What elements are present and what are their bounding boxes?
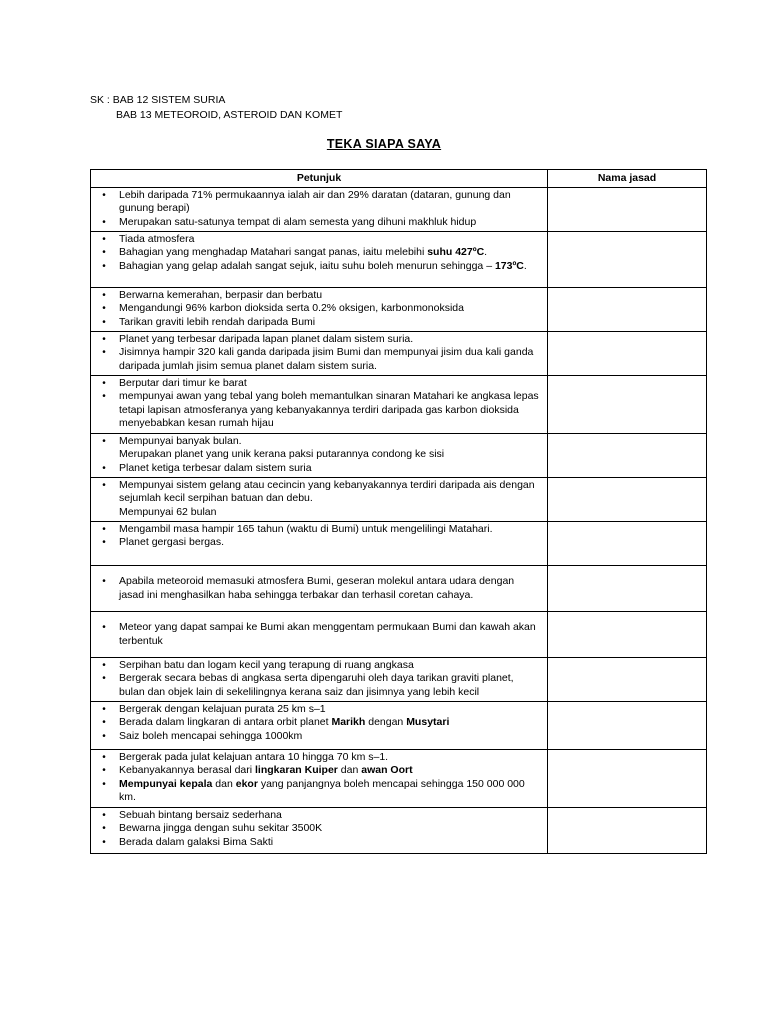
- clue-point: • Tiada atmosfera: [95, 233, 541, 246]
- clue-cell: [91, 612, 548, 658]
- clue-cell: [91, 566, 548, 612]
- table-row: [91, 566, 707, 612]
- clue-point: • Lebih daripada 71% permukaannya ialah air dan 29% daratan (dataran, gunung dan gunung berapi): [95, 189, 541, 216]
- column-header-clue: Petunjuk: [91, 170, 548, 188]
- answer-cell[interactable]: [548, 566, 707, 612]
- clue-list: [95, 333, 541, 373]
- table-header-row: [91, 170, 707, 188]
- clue-point: • mempunyai awan yang tebal yang boleh memantulkan sinaran Matahari ke angkasa lepas tetapi lapisan atmosferanya yang kebanyakannya terdiri daripada gas karbon dioksida menyebabkan kesan rumah hijau: [95, 390, 541, 430]
- bullet-icon: •: [102, 347, 106, 359]
- table-row: [91, 808, 707, 854]
- answer-cell[interactable]: [548, 658, 707, 702]
- table-row: [91, 478, 707, 522]
- clue-point: • Tarikan graviti lebih rendah daripada Bumi: [95, 316, 541, 329]
- clue-point: • Mengandungi 96% karbon dioksida serta 0.2% oksigen, karbonmonoksida: [95, 302, 541, 315]
- clue-point: • Bewarna jingga dengan suhu sekitar 3500K: [95, 822, 541, 835]
- answer-cell[interactable]: [548, 332, 707, 376]
- bullet-icon: •: [102, 673, 106, 685]
- clue-list: [95, 479, 541, 506]
- clue-list: [95, 523, 541, 550]
- clue-point: • Bahagian yang gelap adalah sangat sejuk, iaitu suhu boleh menurun sehingga – 173ºC.: [95, 260, 541, 273]
- clue-point: • Berwarna kemerahan, berpasir dan berbatu: [95, 289, 541, 302]
- table-row: [91, 702, 707, 750]
- quiz-table: [90, 169, 707, 854]
- bullet-icon: •: [102, 234, 106, 245]
- table-row: [91, 612, 707, 658]
- clue-point: • Planet ketiga terbesar dalam sistem suria: [95, 462, 541, 475]
- clue-cell: [91, 434, 548, 478]
- header-line-2: BAB 13 METEOROID, ASTEROID DAN KOMET: [116, 109, 343, 121]
- clue-cell: [91, 232, 548, 288]
- bullet-icon: •: [102, 717, 106, 729]
- bullet-icon: •: [102, 247, 106, 259]
- clue-cell: [91, 332, 548, 376]
- bullet-icon: •: [102, 290, 106, 301]
- clue-point: • Planet gergasi bergas.: [95, 536, 541, 549]
- clue-cell: [91, 750, 548, 808]
- table-body: [91, 188, 707, 854]
- bullet-icon: •: [102, 622, 106, 634]
- answer-cell[interactable]: [548, 288, 707, 332]
- clue-point: • Bergerak dengan kelajuan purata 25 km s–1: [95, 703, 541, 716]
- clue-cell: [91, 702, 548, 750]
- clue-list: [95, 621, 541, 648]
- clue-point: • Bergerak pada julat kelajuan antara 10 hingga 70 km s–1.: [95, 751, 541, 764]
- clue-point: • Kebanyakannya berasal dari lingkaran Kuiper dan awan Oort: [95, 764, 541, 777]
- clue-point: • Berputar dari timur ke barat: [95, 377, 541, 390]
- answer-cell[interactable]: [548, 522, 707, 566]
- bullet-icon: •: [102, 391, 106, 403]
- clue-list: [95, 659, 541, 699]
- bullet-icon: •: [102, 216, 106, 228]
- clue-point: • Serpihan batu dan logam kecil yang terapung di ruang angkasa: [95, 659, 541, 672]
- table-row: [91, 376, 707, 434]
- bullet-icon: •: [102, 316, 106, 328]
- bullet-icon: •: [102, 537, 106, 549]
- clue-cell: [91, 188, 548, 232]
- table-row: [91, 750, 707, 808]
- clue-cell: [91, 478, 548, 522]
- clue-point: • Berada dalam lingkaran di antara orbit planet Marikh dengan Musytari: [95, 716, 541, 729]
- clue-point: • Mempunyai kepala dan ekor yang panjangnya boleh mencapai sehingga 150 000 000 km.: [95, 778, 541, 805]
- table-row: [91, 658, 707, 702]
- answer-cell[interactable]: [548, 376, 707, 434]
- header-line-1: SK : BAB 12 SISTEM SURIA: [90, 94, 226, 106]
- clue-point: • Meteor yang dapat sampai ke Bumi akan menggentam permukaan Bumi dan kawah akan terbentuk: [95, 621, 541, 648]
- clue-continuation: Merupakan planet yang unik kerana paksi putarannya condong ke sisi: [119, 448, 445, 461]
- bullet-icon: •: [102, 730, 106, 742]
- table-row: [91, 232, 707, 288]
- clue-list: [95, 435, 541, 448]
- clue-list: [95, 377, 541, 430]
- clue-point: • Mempunyai banyak bulan.: [95, 435, 541, 448]
- column-header-answer: Nama jasad: [548, 170, 707, 188]
- clue-point: • Bahagian yang menghadap Matahari sangat panas, iaitu melebihi suhu 427ºC.: [95, 246, 541, 259]
- bullet-icon: •: [102, 190, 106, 201]
- bullet-icon: •: [102, 836, 106, 848]
- bullet-icon: •: [102, 462, 106, 474]
- clue-point: • Mempunyai sistem gelang atau cecincin yang kebanyakannya terdiri daripada ais dengan sejumlah kecil serpihan batuan dan debu.: [95, 479, 541, 506]
- answer-cell[interactable]: [548, 478, 707, 522]
- document-header: [90, 93, 342, 123]
- clue-list: [95, 703, 541, 743]
- bullet-icon: •: [102, 480, 106, 491]
- bullet-icon: •: [102, 334, 106, 345]
- clue-continuation: Mempunyai 62 bulan: [119, 505, 217, 518]
- bullet-icon: •: [102, 752, 106, 763]
- clue-point: • Berada dalam galaksi Bima Sakti: [95, 836, 541, 849]
- clue-list: [95, 289, 541, 329]
- table-row: [91, 434, 707, 478]
- clue-list: [95, 809, 541, 849]
- clue-list: [95, 233, 541, 273]
- clue-point: • Apabila meteoroid memasuki atmosfera Bumi, geseran molekul antara udara dengan jasad ini menghasilkan haba sehingga terbakar dan terhasil coretan cahaya.: [95, 575, 541, 602]
- bullet-icon: •: [102, 378, 106, 389]
- bullet-icon: •: [102, 810, 106, 821]
- bullet-icon: •: [102, 704, 106, 715]
- bullet-icon: •: [102, 778, 106, 790]
- answer-cell[interactable]: [548, 232, 707, 288]
- page-title: TEKA SIAPA SAYA: [326, 137, 442, 151]
- answer-cell[interactable]: [548, 702, 707, 750]
- clue-point: • Planet yang terbesar daripada lapan planet dalam sistem suria.: [95, 333, 541, 346]
- bullet-icon: •: [102, 823, 106, 835]
- clue-point: • Bergerak secara bebas di angkasa serta dipengaruhi oleh daya tarikan graviti planet, bulan dan objek lain di sekelilingnya kerana saiz dan jisimnya yang lebih kecil: [95, 672, 541, 699]
- table-row: [91, 188, 707, 232]
- answer-cell[interactable]: [548, 188, 707, 232]
- clue-point: • Jisimnya hampir 320 kali ganda daripada jisim Bumi dan mempunyai jisim dua kali ganda daripada jumlah jisim semua planet dalam sistem suria.: [95, 346, 541, 373]
- answer-cell[interactable]: [548, 612, 707, 658]
- bullet-icon: •: [102, 765, 106, 777]
- bullet-icon: •: [102, 576, 106, 588]
- clue-cell: [91, 808, 548, 854]
- clue-list: [95, 189, 541, 229]
- clue-point: • Merupakan satu-satunya tempat di alam semesta yang dihuni makhluk hidup: [95, 216, 541, 229]
- table-row: [91, 288, 707, 332]
- clue-cell: [91, 658, 548, 702]
- table-row: [91, 522, 707, 566]
- bullet-icon: •: [102, 660, 106, 671]
- bullet-icon: •: [102, 436, 106, 447]
- bullet-icon: •: [102, 524, 106, 535]
- table-row: [91, 332, 707, 376]
- clue-cell: [91, 288, 548, 332]
- clue-point: • Saiz boleh mencapai sehingga 1000km: [95, 730, 541, 743]
- clue-list: [95, 751, 541, 804]
- answer-cell[interactable]: [548, 434, 707, 478]
- clue-cell: [91, 376, 548, 434]
- clue-cell: [91, 522, 548, 566]
- clue-list: [95, 575, 541, 602]
- clue-list: [95, 462, 541, 475]
- answer-cell[interactable]: [548, 808, 707, 854]
- clue-point: • Sebuah bintang bersaiz sederhana: [95, 809, 541, 822]
- answer-cell[interactable]: [548, 750, 707, 808]
- bullet-icon: •: [102, 303, 106, 315]
- bullet-icon: •: [102, 260, 106, 272]
- clue-point: • Mengambil masa hampir 165 tahun (waktu di Bumi) untuk mengelilingi Matahari.: [95, 523, 541, 536]
